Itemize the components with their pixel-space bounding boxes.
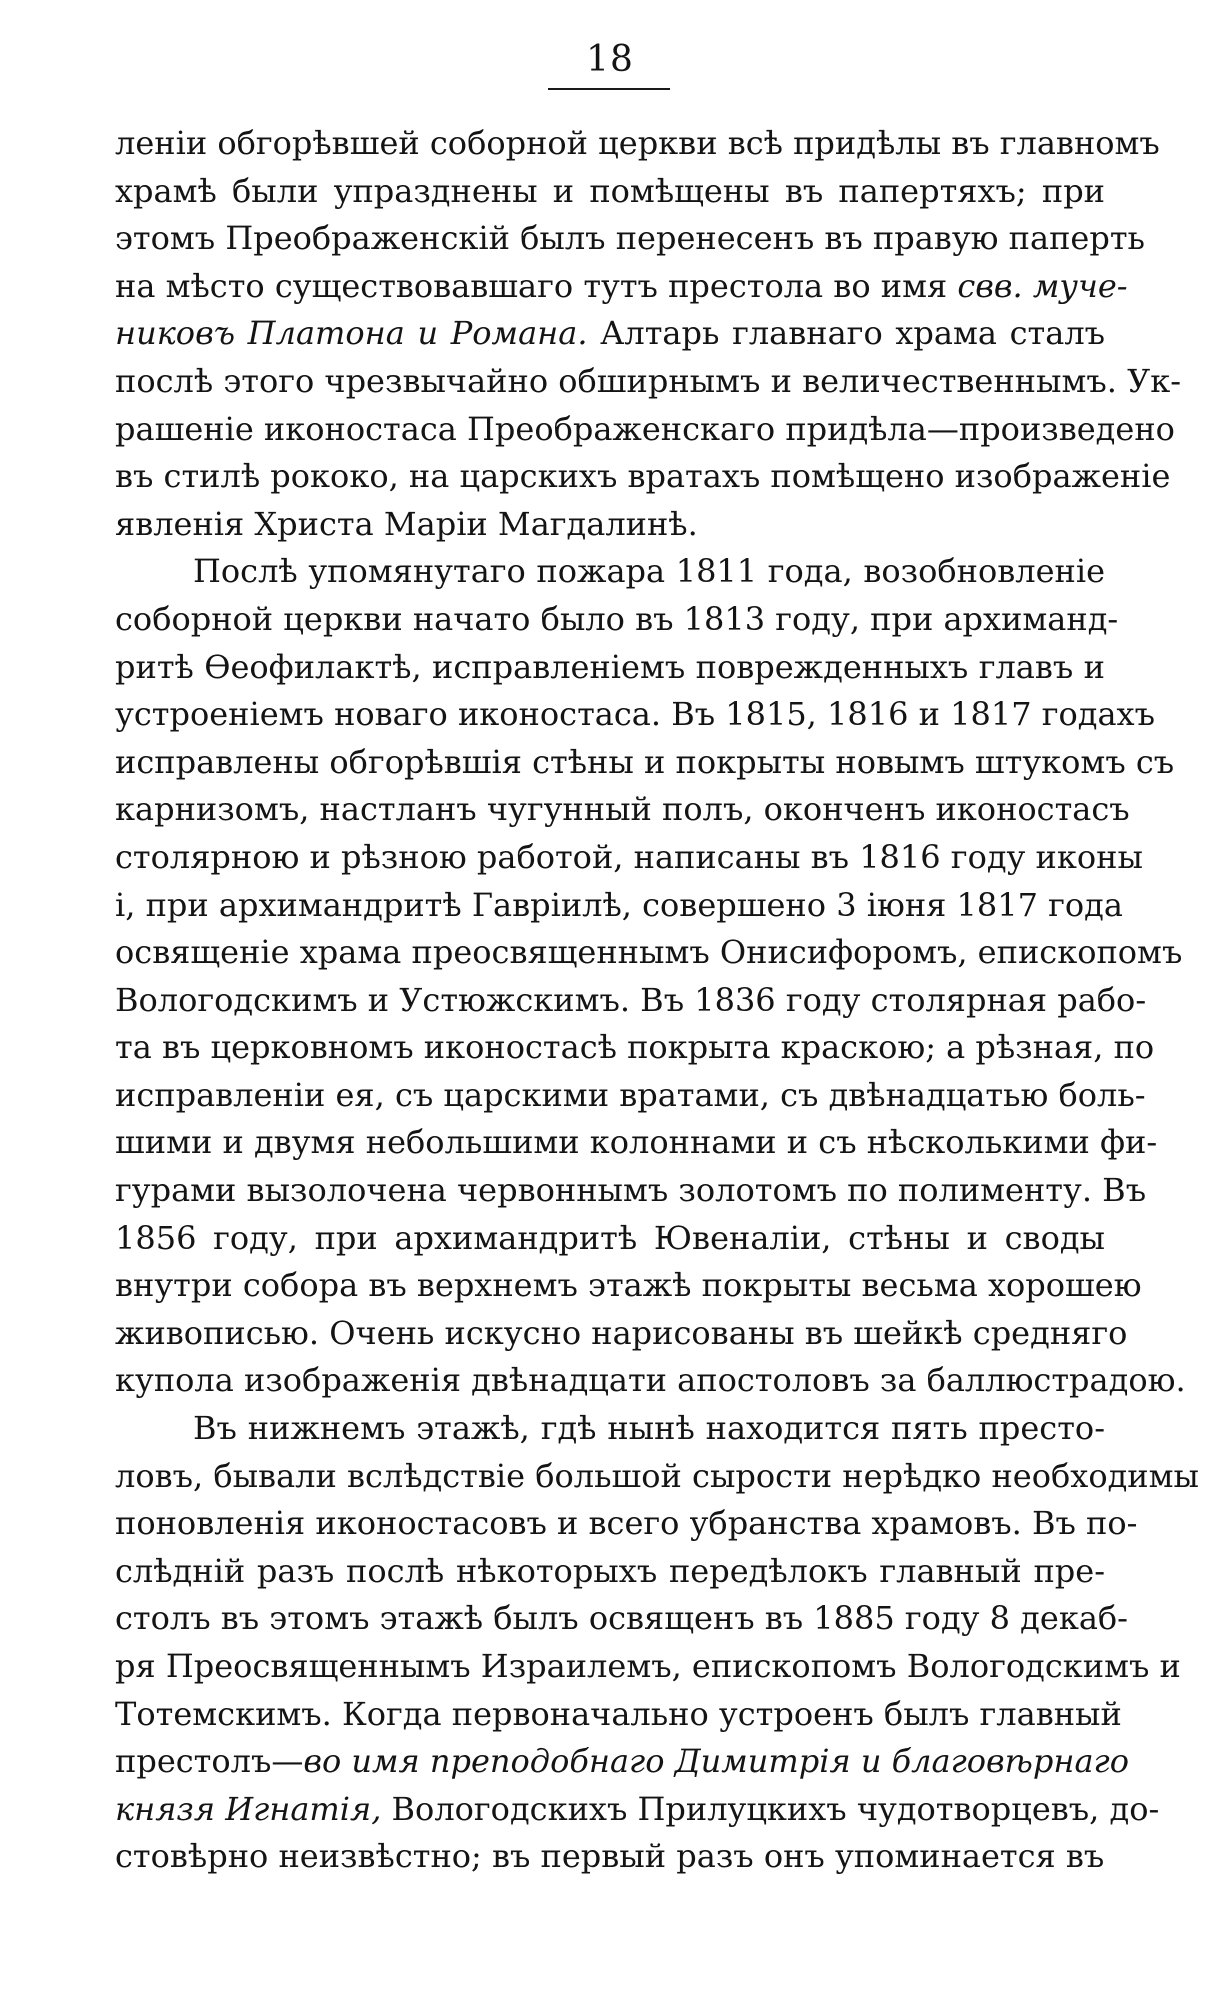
- text-line: [115, 215, 1145, 263]
- text-run: въ стилѣ рококо, на царскихъ вратахъ помѣщено изображеніе: [115, 457, 1171, 496]
- text-line: [115, 834, 1143, 882]
- text-line: [115, 739, 1175, 787]
- text-run: шими и двумя небольшими колоннами и съ нѣсколькими фи-: [115, 1123, 1158, 1162]
- text-run: Вологодскимъ и Устюжскимъ. Въ 1836 году столярная рабо-: [115, 980, 1147, 1019]
- text-line: [115, 1167, 1147, 1215]
- text-line: [115, 977, 1147, 1025]
- text-line: [115, 1691, 1122, 1739]
- text-run: храмѣ были упразднены и помѣщены въ папертяхъ; при: [115, 171, 1105, 210]
- text-run: леніи обгорѣвшей соборной церкви всѣ придѣлы въ главномъ: [115, 124, 1160, 162]
- italic-text-run: свв. муче-: [957, 266, 1128, 305]
- text-line: [115, 263, 1128, 311]
- text-line: [115, 1119, 1158, 1167]
- text-run: этомъ Преображенскій былъ перенесенъ въ правую паперть: [115, 219, 1145, 258]
- text-run: внутри собора въ верхнемъ этажѣ покрыты весьма хорошею: [115, 1266, 1142, 1305]
- text-line: [115, 929, 1183, 977]
- text-run: ря Преосвященнымъ Израилемъ, епископомъ Вологодскимъ и: [115, 1647, 1181, 1685]
- text-run: столъ въ этомъ этажѣ былъ освященъ въ 1885 году 8 декаб-: [115, 1599, 1128, 1638]
- text-run: Послѣ упомянутаго пожара 1811 года, возобновленіе: [193, 552, 1105, 591]
- text-line: [115, 1738, 1129, 1786]
- body-text: [115, 120, 1199, 1881]
- text-line: [115, 644, 1105, 692]
- text-line: [115, 120, 1160, 168]
- text-run: і, при архимандритѣ Гавріилѣ, совершено 3 іюня 1817 года: [115, 885, 1123, 924]
- text-line: [115, 1357, 1186, 1405]
- text-run: ритѣ Ѳеофилактѣ, исправленіемъ поврежденныхъ главъ и: [115, 647, 1105, 686]
- text-run: Тотемскимъ. Когда первоначально устроенъ былъ главный: [115, 1694, 1122, 1733]
- text-line: [115, 1405, 1105, 1453]
- paragraph: [115, 120, 1181, 548]
- text-line: [115, 406, 1175, 454]
- text-run: столярною и рѣзною работой, написаны въ 1816 году иконы: [115, 837, 1143, 876]
- italic-text-run: во имя преподобнаго Димитрія и благовѣрнаго: [303, 1742, 1129, 1781]
- text-run: карнизомъ, настланъ чугунный полъ, оконченъ иконостасъ: [115, 790, 1130, 829]
- paragraph: [115, 1405, 1199, 1881]
- text-line: [115, 1024, 1155, 1072]
- text-run: ловъ, бывали вслѣдствіе большой сырости нерѣдко необходимы: [115, 1456, 1199, 1495]
- text-run: стовѣрно неизвѣстно; въ первый разъ онъ упоминается въ: [115, 1837, 1105, 1876]
- text-line: [115, 1072, 1146, 1120]
- text-run: слѣдній разъ послѣ нѣкоторыхъ передѣлокъ главный пре-: [115, 1551, 1105, 1590]
- page-number: 18: [586, 39, 634, 80]
- text-run: исправленіи ея, съ царскими вратами, съ двѣнадцатью боль-: [115, 1075, 1146, 1114]
- text-run: послѣ этого чрезвычайно обширнымъ и величественнымъ. Ук-: [115, 361, 1181, 400]
- text-line: [115, 1310, 1128, 1358]
- page-number-rule: [548, 88, 670, 90]
- text-line: [115, 1215, 1105, 1263]
- text-run: живописью. Очень искусно нарисованы въ шейкѣ средняго: [115, 1313, 1128, 1352]
- text-line: [115, 1786, 1160, 1834]
- text-run: соборной церкви начато было въ 1813 году, при архиманд-: [115, 599, 1119, 638]
- text-line: [115, 453, 1171, 501]
- text-run: на мѣсто существовавшаго тутъ престола во имя: [115, 266, 958, 305]
- text-run: та въ церковномъ иконостасѣ покрыта краскою; а рѣзная, по: [115, 1028, 1155, 1067]
- text-run: Алтарь главнаго храма сталъ: [587, 314, 1106, 353]
- text-line: [115, 596, 1119, 644]
- text-line: [115, 1262, 1142, 1310]
- text-run: явленія Христа Маріи Магдалинѣ.: [115, 504, 698, 543]
- text-line: [115, 168, 1105, 216]
- text-line: [115, 1500, 1138, 1548]
- italic-text-run: князя Игнатія,: [115, 1789, 382, 1828]
- text-line: [115, 358, 1181, 406]
- italic-text-run: никовъ Платона и Романа.: [115, 314, 588, 353]
- text-line: [115, 501, 1105, 549]
- text-run: гурами вызолочена червоннымъ золотомъ по полименту. Въ: [115, 1171, 1147, 1210]
- text-line: [115, 1595, 1128, 1643]
- text-line: [115, 1453, 1199, 1501]
- text-line: [115, 310, 1105, 358]
- text-run: рашеніе иконостаса Преображенскаго придѣла—произведено: [115, 409, 1175, 448]
- text-line: [115, 548, 1105, 596]
- text-line: [115, 882, 1123, 930]
- text-run: освященіе храма преосвященнымъ Онисифоромъ, епископомъ: [115, 933, 1183, 972]
- text-line: [115, 786, 1130, 834]
- text-line: [115, 1643, 1181, 1691]
- paragraph: [115, 548, 1186, 1405]
- text-line: [115, 1548, 1105, 1596]
- text-run: исправлены обгорѣвшія стѣны и покрыты новымъ штукомъ съ: [115, 742, 1175, 781]
- text-line: [115, 1833, 1105, 1881]
- text-run: Вологодскихъ Прилуцкихъ чудотворцевъ, до-: [381, 1789, 1160, 1828]
- text-run: купола изображенія двѣнадцати апостоловъ за баллюстрадою.: [115, 1361, 1186, 1400]
- text-run: Въ нижнемъ этажѣ, гдѣ нынѣ находится пять престо-: [193, 1409, 1105, 1448]
- text-run: поновленія иконостасовъ и всего убранства храмовъ. Въ по-: [115, 1504, 1138, 1543]
- text-line: [115, 691, 1155, 739]
- text-run: устроеніемъ новаго иконостаса. Въ 1815, 1816 и 1817 годахъ: [115, 695, 1155, 734]
- text-run: престолъ—: [115, 1742, 304, 1781]
- text-run: 1856 году, при архимандритѣ Ювеналіи, стѣны и своды: [115, 1218, 1105, 1257]
